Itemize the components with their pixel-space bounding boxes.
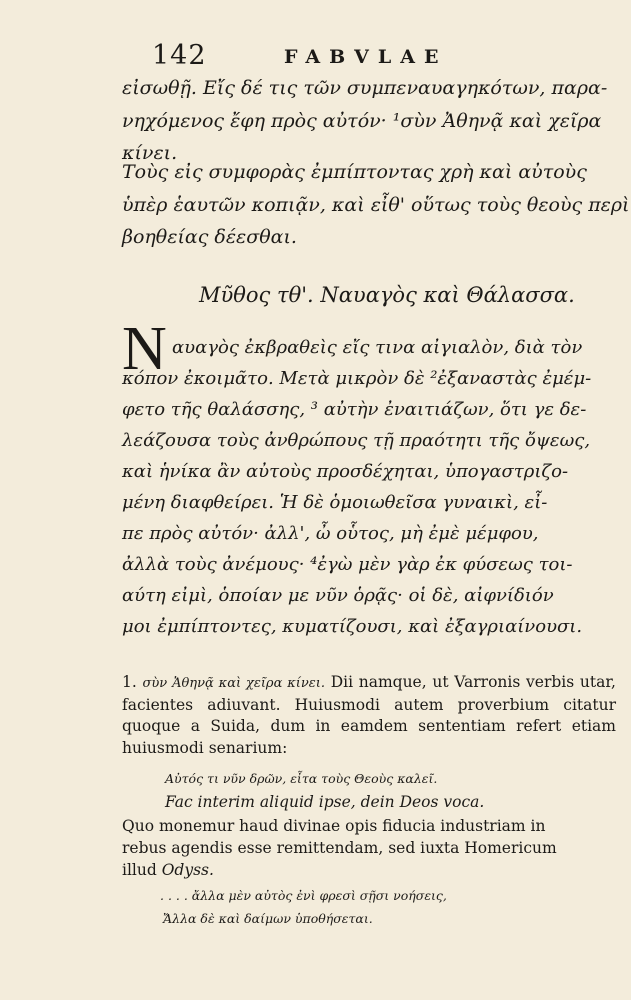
running-header: [152, 40, 482, 70]
footnote-greek-lemma: σὺν Ἀθηνᾷ καὶ χεῖρα κίνει.: [142, 676, 325, 691]
footnote-number: 1.: [122, 673, 137, 691]
greek-senarius: Αὐτός τι νῦν δρῶν, εἶτα τοὺς Θεοὺς καλεῖ.: [165, 771, 438, 786]
homer-verse-1: . . . . ἄλλα μὲν αὐτὸς ἐνὶ φρεσὶ σῇσι νοήσεις,: [160, 888, 447, 903]
fable-line: λεάζουσα τοὺς ἀνθρώπους τῇ πραότητι τῆς ὄψεως,: [122, 430, 591, 451]
paragraph-closing-previous-fable: εἰσωθῇ. Εἴς δέ τις τῶν συμπεναυαγηκότων, παρα- νηχόμενος ἔφη πρὸς αὐτόν· ¹σὺν Ἀθηνᾷ καὶ χεῖρα κίνει.: [122, 77, 608, 164]
footnote-text: Dii namque, ut Varronis verbis utar, facientes adiuvant. Huiusmodi autem proverbium citatur quoque a Suida, dum in eamdem sententiam refert etiam huiusmodi senarium:: [122, 673, 616, 757]
paragraph-moral: Τοὺς εἰς συμφορὰς ἐμπίπτοντας χρὴ καὶ αὐτοὺς ὑπὲρ ἑαυτῶν κοπιᾷν, καὶ εἶθ' οὕτως τοὺς θεοὺς περὶ βοηθείας δέεσθαι.: [122, 161, 630, 248]
fable-line: καὶ ἡνίκα ἂν αὐτοὺς προσδέχηται, ὑπογαστριζο-: [122, 461, 569, 482]
homer-verse-2: Ἄλλα δὲ καὶ δαίμων ὑποθήσεται.: [163, 911, 373, 926]
fable-line: φετο τῆς θαλάσσης, ³ αὐτὴν ἐναιτιάζων, ὅτι γε δε-: [122, 399, 587, 420]
fable-line: αυαγὸς ἐκβραθεὶς εἴς τινα αἰγιαλὸν, διὰ τὸν: [172, 337, 583, 358]
fable-line: ἀλλὰ τοὺς ἀνέμους· ⁴ἐγὼ μὲν γὰρ ἐκ φύσεως τοι-: [122, 554, 573, 575]
note-citation: Odyss.: [161, 861, 214, 879]
fable-title: Μῦθος τθ'. Ναυαγὸς καὶ Θάλασσα.: [199, 283, 575, 307]
page-number: 142: [152, 40, 207, 71]
drop-cap: N: [122, 315, 167, 383]
fable-line: μένη διαφθείρει. Ἡ δὲ ὁμοιωθεῖσα γυναικὶ, εἶ-: [122, 492, 548, 513]
running-title: FABVLAE: [284, 46, 448, 68]
fable-line: πε πρὸς αὐτόν· ἀλλ', ὦ οὗτος, μὴ ἐμὲ μέμφου,: [122, 523, 539, 544]
note-text-line: rebus agendis esse remittendam, sed iuxta Homericum: [122, 839, 557, 857]
latin-senarius: Fac interim aliquid ipse, dein Deos voca.: [165, 793, 485, 811]
fable-line: μοι ἐμπίπτοντες, κυματίζουσι, καὶ ἐξαγριαίνουσι.: [122, 616, 583, 637]
note-text-line: [122, 861, 214, 879]
note-text-plain: illud: [122, 861, 157, 879]
fable-line: κόπον ἐκοιμᾶτο. Μετὰ μικρὸν δὲ ²ἐξαναστὰς ἐμέμ-: [122, 368, 592, 389]
note-text-line: Quo monemur haud divinae opis fiducia industriam in: [122, 817, 546, 835]
fable-line: αύτη εἰμὶ, ὁποίαν με νῦν ὁρᾷς· οἱ δὲ, αἰφνίδιόν: [122, 585, 554, 606]
footnote-1: [122, 672, 616, 759]
